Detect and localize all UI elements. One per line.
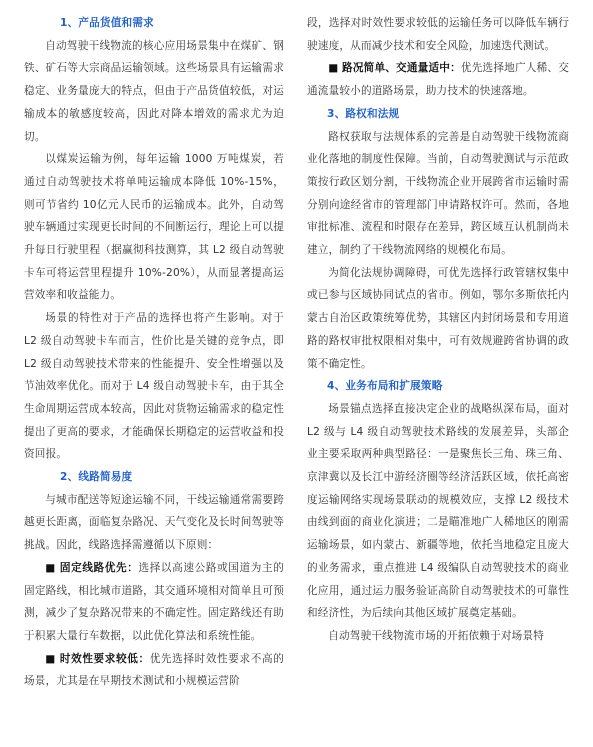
- paragraph: 为简化法规协调障碍，可优先选择行政管辖权集中或已参与区域协同试点的省市。例如，鄂尔多斯依托内蒙古自治区政策统筹优势，其辖区内封闭场景和专用道路的路权审批权限相对集中，可有效规避跨省协调的政策不确定性。: [307, 266, 569, 370]
- bullet-text: 选择以高速公路或国道为主的固定路线，相比城市道路，其交通环境相对简单且可预测，减少了复杂路况带来的不确定性。固定路线还有助于积累大量行车数据，以此优化算法和系统性能。: [24, 561, 285, 642]
- bullet-title: 路况简单、交通量适中：: [342, 62, 461, 75]
- paragraph: 与城市配送等短途运输不同，干线运输通常需要跨越更长距离，面临复杂路况、天气变化及长时间驾驶等挑战。因此，线路选择需遵循以下原则：: [24, 493, 284, 552]
- square-bullet-icon: ■: [328, 62, 339, 75]
- bullet-item: [307, 57, 569, 102]
- paragraph: 段，选择对时效性要求较低的运输任务可以降低车辆行驶速度，从而减少技术和安全风险，加速迭代测试。: [307, 17, 569, 52]
- bullet-item: [24, 648, 284, 693]
- section-heading-2: 2、线路简易度: [60, 471, 133, 484]
- paragraph: 路权获取与法规体系的完善是自动驾驶干线物流商业化落地的制度性保障。当前，自动驾驶测试与示范政策按行政区划分割，干线物流企业开展跨省市运输时需分别向途经省市的管理部门申请路权许可。然而，各地审批标准、流程和时限存在差异，跨区域互认机制尚未建立，制约了干线物流网络的规模化布局。: [307, 130, 569, 257]
- left-column: [24, 12, 284, 693]
- bullet-title: 固定线路优先：: [59, 561, 139, 574]
- section-heading-1: 1、产品货值和需求: [60, 17, 154, 29]
- paragraph: 场景锚点选择直接决定企业的战略纵深布局，面对 L2 级与 L4 级自动驾驶技术路线的发展差异，头部企业主要采取两种典型路径：一是聚焦长三角、珠三角、京津冀以及长江中游经济圈等经济活跃区域，依托高密度运输网络实现场景联动的规模效应，支撑 L2 级技术由线到面的商业化演进；二是瞄准地广人稀地区的刚需运输场景，如内蒙古、新疆等地，依托当地稳定且庞大的业务需求，重点推进 L4 级编队自动驾驶技术的商业化应用，通过运力服务验证高阶自动驾驶技术的可靠性和经济性，为后续向其他区域扩展奠定基础。: [307, 402, 569, 620]
- square-bullet-icon: ■: [45, 652, 56, 665]
- bullet-text: 优先选择时效性要求不高的场景，尤其是在早期技术测试和小规模运营阶: [24, 652, 284, 688]
- paragraph: 自动驾驶干线物流的核心应用场景集中在煤矿、钢铁、矿石等大宗商品运输领域。这些场景具有运输需求稳定、业务量庞大的特点，但由于产品货值较低，对运输成本的敏感度较高，因此对降本增效的需求尤为迫切。: [24, 39, 284, 143]
- section-heading-3: 3、路权和法规: [327, 107, 400, 120]
- square-bullet-icon: ■: [45, 561, 56, 574]
- section-heading-4: 4、业务布局和扩展策略: [327, 380, 443, 393]
- bullet-title: 时效性要求较低：: [59, 652, 150, 665]
- right-column: [307, 12, 569, 648]
- paragraph: 自动驾驶干线物流市场的开拓依赖于对场景特: [328, 629, 545, 642]
- paragraph: 以煤炭运输为例，每年运输 1000 万吨煤炭，若通过自动驾驶技术将单吨运输成本降低 10%-15%，则可节省约 10亿元人民币的运输成本。此外，自动驾驶车辆通过实现更长时间的不间断运行，理论上可以提升每日行驶里程（据赢彻科技测算，其 L2 级自动驾驶卡车可将运营里程提升 10%-20%），从而显著提高运营效率和收益能力。: [24, 153, 284, 302]
- paragraph: 场景的特性对于产品的选择也将产生影响。对于 L2 级自动驾驶卡车而言，性价比是关键的竞争点，即 L2 级自动驾驶技术带来的性能提升、安全性增强以及节油效率优化。而对于 L4 级自动驾驶卡车，由于其全生命周期运营成本较高，因此对货物运输需求的稳定性提出了更高的要求，才能确保长期稳定的运营收益和投资回报。: [24, 312, 284, 461]
- bullet-item: [24, 557, 284, 648]
- bullet-text: 优先选择地广人稀、交通流量较小的道路场景，助力技术的快速落地。: [307, 62, 569, 98]
